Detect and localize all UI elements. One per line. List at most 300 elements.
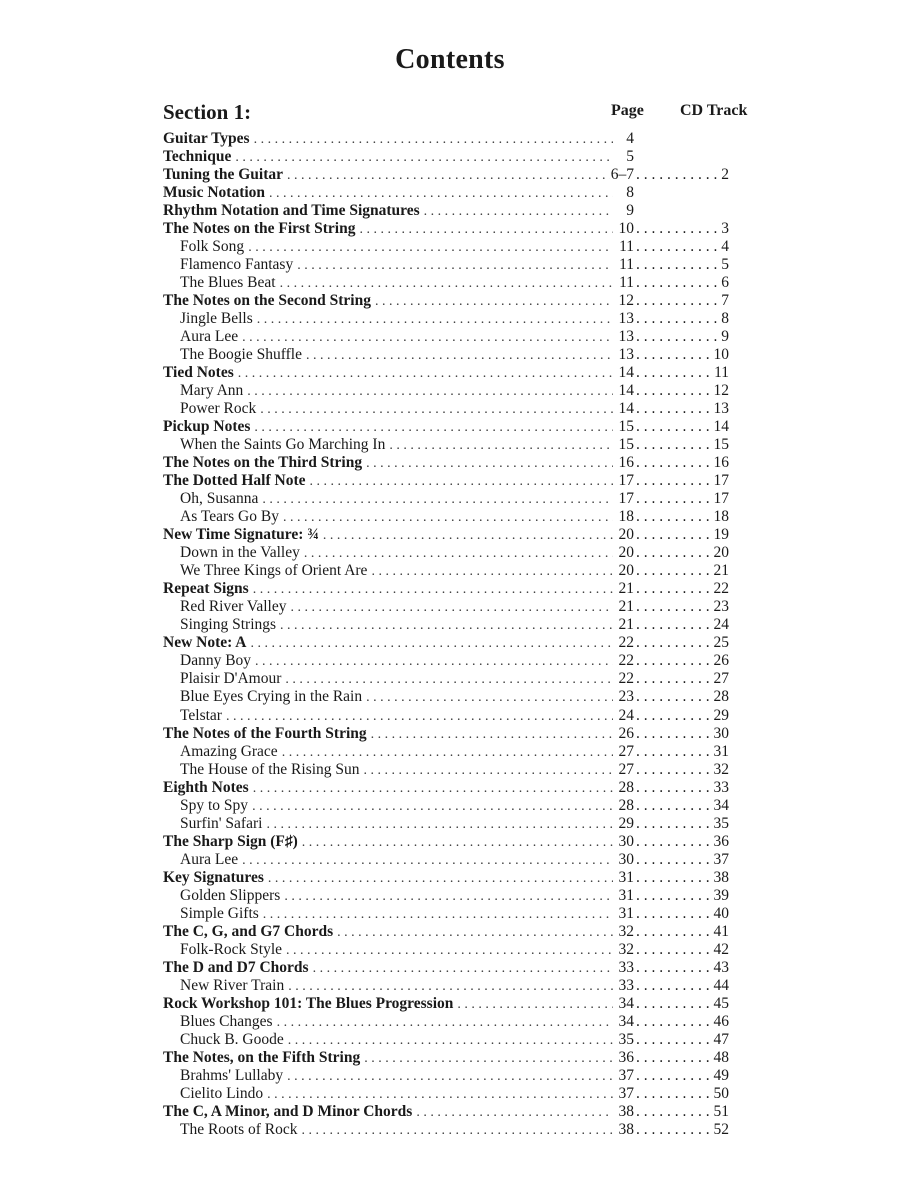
track-dot-leader xyxy=(634,220,719,238)
toc-item-row xyxy=(163,1085,729,1103)
toc-item-row xyxy=(163,616,729,634)
toc-entry-title: Key Signatures xyxy=(163,868,264,886)
cd-track-cell xyxy=(634,166,729,184)
toc-heading-row xyxy=(163,580,729,598)
toc-cd-track-number: 6 xyxy=(721,274,729,292)
toc-cd-track-number: 13 xyxy=(713,400,729,418)
track-dot-leader xyxy=(634,292,719,310)
track-dot-leader xyxy=(634,1067,712,1085)
track-dot-leader xyxy=(634,166,719,184)
toc-cd-track-number: 28 xyxy=(713,688,729,706)
toc-entry-title: Blues Changes xyxy=(180,1012,273,1030)
toc-cd-track-number: 41 xyxy=(713,922,729,940)
toc-item-row xyxy=(163,562,729,580)
toc-entry-title: Tuning the Guitar xyxy=(163,166,284,184)
toc-entry-title: The Notes on the First String xyxy=(163,220,356,238)
toc-page-number: 17 xyxy=(618,490,634,508)
track-dot-leader xyxy=(634,1103,712,1121)
toc-cd-track-number: 36 xyxy=(713,832,729,850)
track-dot-leader xyxy=(634,508,712,526)
toc-entry-title: The Notes on the Second String xyxy=(163,292,371,310)
dot-leader xyxy=(389,437,613,454)
toc-heading-row xyxy=(163,472,729,490)
dot-leader xyxy=(280,275,613,292)
toc-entry-title: Danny Boy xyxy=(180,652,252,670)
dot-leader xyxy=(252,798,613,815)
toc-item-row xyxy=(163,598,729,616)
cd-track-cell xyxy=(634,652,729,670)
track-dot-leader xyxy=(634,490,712,508)
toc-cd-track-number: 29 xyxy=(713,706,729,724)
toc-cd-track-number: 35 xyxy=(713,814,729,832)
toc-page-number: 10 xyxy=(618,220,634,238)
toc-page-number: 4 xyxy=(626,130,634,147)
toc-cd-track-number: 44 xyxy=(713,976,729,994)
toc-page-number: 31 xyxy=(618,868,634,886)
dot-leader xyxy=(268,870,613,887)
toc-item-row xyxy=(163,544,729,562)
dot-leader xyxy=(262,491,613,508)
toc-item-row xyxy=(163,310,729,328)
toc-entry-title: Rock Workshop 101: The Blues Progression xyxy=(163,994,454,1012)
toc-entry-title: Brahms' Lullaby xyxy=(180,1066,284,1084)
cd-track-cell xyxy=(634,562,729,580)
toc-page-number: 23 xyxy=(618,688,634,706)
toc-page-number: 32 xyxy=(618,922,634,940)
toc-cd-track-number: 7 xyxy=(721,292,729,310)
cd-track-column-header: CD Track xyxy=(680,102,748,119)
toc-cd-track-number: 47 xyxy=(713,1030,729,1048)
toc-entry-title: Pickup Notes xyxy=(163,418,251,436)
toc-entry-title: Telstar xyxy=(180,706,222,724)
toc-page-number: 28 xyxy=(618,778,634,796)
toc-item-row xyxy=(163,851,729,869)
toc-item-row xyxy=(163,743,729,761)
toc-entry-title: Down in the Valley xyxy=(180,544,300,562)
cd-track-cell xyxy=(634,995,729,1013)
cd-track-cell xyxy=(634,743,729,761)
toc-entry-title: Singing Strings xyxy=(180,616,277,634)
toc-page-number: 14 xyxy=(618,364,634,382)
dot-leader xyxy=(269,185,613,202)
cd-track-cell xyxy=(634,670,729,688)
cd-track-cell xyxy=(634,1049,729,1067)
toc-heading-row xyxy=(163,725,729,743)
dot-leader xyxy=(313,960,613,977)
dot-leader xyxy=(260,401,613,418)
track-dot-leader xyxy=(634,1121,712,1139)
cd-track-cell xyxy=(634,1121,729,1139)
toc-entry-title: The Boogie Shuffle xyxy=(180,346,302,364)
toc-entry-title: Music Notation xyxy=(163,184,266,202)
cd-track-cell xyxy=(634,869,729,887)
cd-track-cell xyxy=(634,454,729,472)
toc-cd-track-number: 22 xyxy=(713,580,729,598)
dot-leader xyxy=(290,599,613,616)
page-column-header: Page xyxy=(611,102,644,119)
dot-leader xyxy=(359,221,613,238)
toc-cd-track-number: 49 xyxy=(713,1066,729,1084)
toc-entry-title: New Time Signature: ¾ xyxy=(163,526,319,544)
toc-item-row xyxy=(163,382,729,400)
toc-entry-title: Jingle Bells xyxy=(180,310,253,328)
toc-cd-track-number: 31 xyxy=(713,742,729,760)
track-dot-leader xyxy=(634,238,719,256)
cd-track-cell xyxy=(634,1031,729,1049)
toc-page-number: 38 xyxy=(618,1102,634,1120)
toc-page-number: 37 xyxy=(618,1084,634,1102)
toc-entry-title: Cielito Lindo xyxy=(180,1084,264,1102)
dot-leader xyxy=(267,1086,613,1103)
dot-leader xyxy=(277,1014,613,1031)
toc-item-row xyxy=(163,652,729,670)
track-dot-leader xyxy=(634,688,712,706)
cd-track-cell xyxy=(634,220,729,238)
toc-cd-track-number: 52 xyxy=(713,1120,729,1138)
toc-entry-title: New Note: A xyxy=(163,634,247,652)
toc-page-number: 30 xyxy=(618,850,634,868)
toc-page-number: 22 xyxy=(618,652,634,670)
toc-page-number: 11 xyxy=(619,274,634,292)
toc-page-number: 22 xyxy=(618,670,634,688)
cd-track-cell xyxy=(634,797,729,815)
toc-heading-row xyxy=(163,959,729,977)
toc-item-row xyxy=(163,977,729,995)
track-dot-leader xyxy=(634,779,712,797)
toc-page-number: 15 xyxy=(618,436,634,454)
dot-leader xyxy=(375,293,613,310)
table-of-contents xyxy=(163,130,729,1139)
toc-heading-row xyxy=(163,418,729,436)
dot-leader xyxy=(255,653,613,670)
toc-page-number: 24 xyxy=(618,706,634,724)
track-dot-leader xyxy=(634,346,712,364)
cd-track-cell xyxy=(634,328,729,346)
toc-entry-title: The House of the Rising Sun xyxy=(180,760,360,778)
toc-item-row xyxy=(163,670,729,688)
toc-item-row xyxy=(163,400,729,418)
cd-track-cell xyxy=(634,292,729,310)
toc-cd-track-number: 3 xyxy=(721,220,729,238)
toc-page-number: 5 xyxy=(626,148,634,166)
toc-page-number: 14 xyxy=(618,400,634,418)
toc-entry-title: Red River Valley xyxy=(180,598,287,616)
dot-leader xyxy=(288,978,613,995)
toc-entry-title: New River Train xyxy=(180,976,285,994)
cd-track-cell xyxy=(634,580,729,598)
toc-cd-track-number: 25 xyxy=(713,634,729,652)
track-dot-leader xyxy=(634,364,712,382)
toc-page-number: 16 xyxy=(618,454,634,472)
track-dot-leader xyxy=(634,851,712,869)
toc-heading-row xyxy=(163,1049,729,1067)
cd-track-cell xyxy=(634,490,729,508)
toc-cd-track-number: 16 xyxy=(713,454,729,472)
toc-heading-row xyxy=(163,1103,729,1121)
toc-entry-title: Technique xyxy=(163,148,232,166)
dot-leader xyxy=(254,419,613,436)
toc-page-number: 20 xyxy=(618,526,634,544)
toc-cd-track-number: 18 xyxy=(713,508,729,526)
toc-cd-track-number: 46 xyxy=(713,1012,729,1030)
dot-leader xyxy=(282,744,613,761)
toc-item-row xyxy=(163,238,729,256)
track-dot-leader xyxy=(634,310,719,328)
dot-leader xyxy=(371,726,613,743)
dot-leader xyxy=(287,167,610,184)
dot-leader xyxy=(297,257,613,274)
dot-leader xyxy=(251,635,613,652)
toc-cd-track-number: 2 xyxy=(721,166,729,184)
cd-track-cell xyxy=(634,616,729,634)
dot-leader xyxy=(254,131,613,148)
toc-page-number: 6–7 xyxy=(610,166,634,184)
dot-leader xyxy=(337,924,613,941)
track-dot-leader xyxy=(634,887,712,905)
toc-page-number: 28 xyxy=(618,796,634,814)
toc-cd-track-number: 43 xyxy=(713,958,729,976)
dot-leader xyxy=(248,239,613,256)
cd-track-cell xyxy=(634,761,729,779)
toc-heading-row xyxy=(163,995,729,1013)
cd-track-cell xyxy=(634,382,729,400)
dot-leader xyxy=(284,888,613,905)
cd-track-cell xyxy=(634,959,729,977)
toc-heading-row xyxy=(163,148,729,166)
toc-page-number: 29 xyxy=(618,814,634,832)
toc-heading-row xyxy=(163,220,729,238)
toc-cd-track-number: 40 xyxy=(713,904,729,922)
dot-leader xyxy=(302,1122,613,1139)
dot-leader xyxy=(366,689,613,706)
dot-leader xyxy=(424,203,613,220)
track-dot-leader xyxy=(634,436,712,454)
toc-page-number: 18 xyxy=(618,508,634,526)
toc-cd-track-number: 24 xyxy=(713,616,729,634)
toc-page-number: 27 xyxy=(618,742,634,760)
toc-page-number: 33 xyxy=(618,958,634,976)
toc-cd-track-number: 45 xyxy=(713,994,729,1012)
toc-entry-title: Simple Gifts xyxy=(180,904,259,922)
toc-page-number: 26 xyxy=(618,724,634,742)
dot-leader xyxy=(242,329,613,346)
toc-cd-track-number: 48 xyxy=(713,1048,729,1066)
cd-track-cell xyxy=(634,833,729,851)
toc-item-row xyxy=(163,328,729,346)
toc-page-number: 38 xyxy=(618,1120,634,1138)
track-dot-leader xyxy=(634,869,712,887)
toc-page-number: 37 xyxy=(618,1066,634,1084)
toc-heading-row xyxy=(163,833,729,851)
toc-entry-title: Plaisir D'Amour xyxy=(180,670,282,688)
cd-track-cell xyxy=(634,598,729,616)
toc-page-number: 21 xyxy=(618,598,634,616)
cd-track-cell xyxy=(634,688,729,706)
dot-leader xyxy=(302,834,613,851)
dot-leader xyxy=(253,581,613,598)
toc-entry-title: The C, G, and G7 Chords xyxy=(163,922,334,940)
toc-entry-title: Aura Lee xyxy=(180,850,239,868)
toc-page-number: 27 xyxy=(618,760,634,778)
toc-cd-track-number: 42 xyxy=(713,940,729,958)
toc-page-number: 31 xyxy=(618,886,634,904)
cd-track-cell xyxy=(634,1103,729,1121)
track-dot-leader xyxy=(634,797,712,815)
toc-cd-track-number: 32 xyxy=(713,760,729,778)
dot-leader xyxy=(253,780,613,797)
dot-leader xyxy=(416,1104,613,1121)
toc-cd-track-number: 27 xyxy=(713,670,729,688)
cd-track-cell xyxy=(634,1085,729,1103)
toc-item-row xyxy=(163,508,729,526)
toc-cd-track-number: 4 xyxy=(721,238,729,256)
cd-track-cell xyxy=(634,887,729,905)
track-dot-leader xyxy=(634,761,712,779)
toc-cd-track-number: 20 xyxy=(713,544,729,562)
dot-leader xyxy=(226,708,613,725)
toc-cd-track-number: 26 xyxy=(713,652,729,670)
toc-page-number: 12 xyxy=(618,292,634,310)
cd-track-cell xyxy=(634,941,729,959)
toc-item-row xyxy=(163,1067,729,1085)
toc-page-number: 21 xyxy=(618,580,634,598)
section-title: Section 1: xyxy=(163,100,252,124)
toc-page-number: 17 xyxy=(618,472,634,490)
toc-entry-title: The Notes, on the Fifth String xyxy=(163,1048,361,1066)
dot-leader xyxy=(310,473,614,490)
toc-cd-track-number: 50 xyxy=(713,1084,729,1102)
dot-leader xyxy=(280,617,613,634)
page-title: Contents xyxy=(395,44,505,75)
dot-leader xyxy=(266,816,613,833)
cd-track-cell xyxy=(634,418,729,436)
track-dot-leader xyxy=(634,833,712,851)
track-dot-leader xyxy=(634,725,712,743)
track-dot-leader xyxy=(634,977,712,995)
toc-page-number: 20 xyxy=(618,544,634,562)
toc-entry-title: We Three Kings of Orient Are xyxy=(180,562,368,580)
toc-page-number: 20 xyxy=(618,562,634,580)
track-dot-leader xyxy=(634,905,712,923)
cd-track-cell xyxy=(634,472,729,490)
toc-entry-title: When the Saints Go Marching In xyxy=(180,436,386,454)
dot-leader xyxy=(242,852,613,869)
toc-page-number: 22 xyxy=(618,634,634,652)
toc-cd-track-number: 17 xyxy=(713,490,729,508)
cd-track-cell xyxy=(634,779,729,797)
cd-track-cell xyxy=(634,544,729,562)
cd-track-cell xyxy=(634,436,729,454)
toc-page-number: 15 xyxy=(618,418,634,436)
toc-item-row xyxy=(163,797,729,815)
toc-page-number: 13 xyxy=(618,328,634,346)
toc-entry-title: Chuck B. Goode xyxy=(180,1030,284,1048)
toc-entry-title: Eighth Notes xyxy=(163,778,249,796)
toc-page-number: 11 xyxy=(619,256,634,274)
track-dot-leader xyxy=(634,454,712,472)
toc-page-number: 13 xyxy=(618,346,634,364)
toc-item-row xyxy=(163,490,729,508)
cd-track-cell xyxy=(634,725,729,743)
toc-heading-row xyxy=(163,130,729,148)
toc-cd-track-number: 19 xyxy=(713,526,729,544)
dot-leader xyxy=(287,1068,613,1085)
toc-entry-title: Flamenco Fantasy xyxy=(180,256,294,274)
cd-track-cell xyxy=(634,526,729,544)
toc-cd-track-number: 30 xyxy=(713,724,729,742)
toc-entry-title: Rhythm Notation and Time Signatures xyxy=(163,202,420,220)
toc-cd-track-number: 39 xyxy=(713,886,729,904)
cd-track-cell xyxy=(634,1013,729,1031)
track-dot-leader xyxy=(634,995,712,1013)
track-dot-leader xyxy=(634,815,712,833)
track-dot-leader xyxy=(634,274,719,292)
toc-cd-track-number: 12 xyxy=(713,382,729,400)
toc-cd-track-number: 38 xyxy=(713,868,729,886)
track-dot-leader xyxy=(634,652,712,670)
toc-cd-track-number: 21 xyxy=(713,562,729,580)
toc-page-number: 21 xyxy=(618,616,634,634)
toc-item-row xyxy=(163,1013,729,1031)
track-dot-leader xyxy=(634,923,712,941)
toc-entry-title: Repeat Signs xyxy=(163,580,249,598)
track-dot-leader xyxy=(634,526,712,544)
cd-track-cell xyxy=(634,851,729,869)
cd-track-cell xyxy=(634,815,729,833)
cd-track-cell xyxy=(634,923,729,941)
toc-entry-title: Folk-Rock Style xyxy=(180,940,283,958)
toc-item-row xyxy=(163,815,729,833)
toc-cd-track-number: 5 xyxy=(721,256,729,274)
toc-item-row xyxy=(163,707,729,725)
dot-leader xyxy=(235,149,613,166)
toc-entry-title: Power Rock xyxy=(180,400,257,418)
toc-heading-row xyxy=(163,292,729,310)
toc-heading-row xyxy=(163,923,729,941)
track-dot-leader xyxy=(634,580,712,598)
toc-cd-track-number: 34 xyxy=(713,796,729,814)
track-dot-leader xyxy=(634,959,712,977)
track-dot-leader xyxy=(634,670,712,688)
cd-track-cell xyxy=(634,905,729,923)
toc-entry-title: The C, A Minor, and D Minor Chords xyxy=(163,1102,413,1120)
track-dot-leader xyxy=(634,634,712,652)
toc-page-number: 30 xyxy=(618,832,634,850)
track-dot-leader xyxy=(634,707,712,725)
track-dot-leader xyxy=(634,1049,712,1067)
toc-item-row xyxy=(163,256,729,274)
toc-page-number: 11 xyxy=(619,238,634,256)
toc-entry-title: Tied Notes xyxy=(163,364,234,382)
toc-entry-title: The Notes of the Fourth String xyxy=(163,724,367,742)
toc-heading-row xyxy=(163,202,729,220)
cd-track-cell xyxy=(634,634,729,652)
dot-leader xyxy=(285,671,613,688)
track-dot-leader xyxy=(634,472,712,490)
dot-leader xyxy=(364,762,613,779)
dot-leader xyxy=(263,906,613,923)
track-dot-leader xyxy=(634,1031,712,1049)
toc-page-number: 32 xyxy=(618,940,634,958)
toc-page-number: 36 xyxy=(618,1048,634,1066)
dot-leader xyxy=(257,311,613,328)
toc-entry-title: The Roots of Rock xyxy=(180,1120,298,1138)
toc-item-row xyxy=(163,274,729,292)
toc-heading-row xyxy=(163,526,729,544)
cd-track-cell xyxy=(634,256,729,274)
toc-cd-track-number: 8 xyxy=(721,310,729,328)
dot-leader xyxy=(247,383,613,400)
